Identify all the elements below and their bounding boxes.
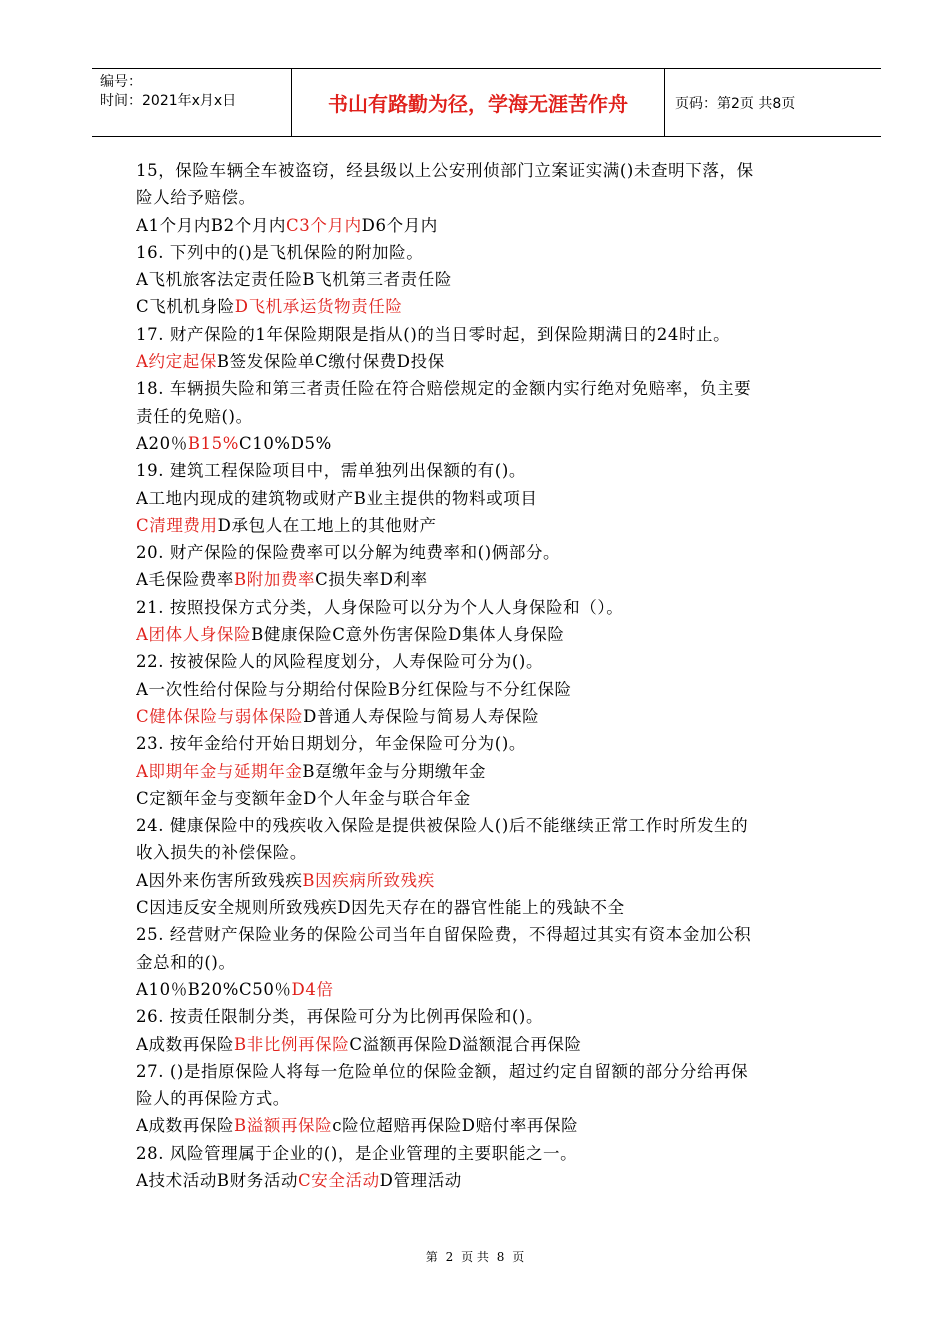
question-text: 25. 经营财产保险业务的保险公司当年自留保险费，不得超过其实有资本金加公积	[136, 925, 752, 945]
answer-text: C3个月内	[286, 215, 362, 235]
question-text: 19. 建筑工程保险项目中，需单独列出保额的有()。	[136, 461, 526, 481]
question-text: A飞机旅客法定责任险B飞机第三者责任险	[136, 270, 452, 290]
question-text: C定额年金与变额年金D个人年金与联合年金	[136, 788, 471, 808]
text-line	[136, 1167, 842, 1194]
footer-page: 2	[445, 1250, 454, 1264]
question-text: D管理活动	[379, 1170, 462, 1190]
question-text: A1个月内B2个月内	[136, 215, 287, 235]
question-text: 27. ()是指原保险人将每一危险单位的保险金额，超过约定自留额的部分分给再保	[136, 1061, 749, 1081]
text-line	[136, 648, 842, 675]
question-text: B健康保险C意外伤害保险D集体人身保险	[251, 625, 565, 645]
answer-text: C健体保险与弱体保险	[136, 706, 304, 726]
text-line	[136, 949, 842, 976]
question-text: c险位超赔再保险D赔付率再保险	[332, 1116, 579, 1136]
question-text: A一次性给付保险与分期给付保险B分红保险与不分红保险	[136, 679, 572, 699]
text-line	[136, 758, 842, 785]
question-text: 责任的免赔()。	[136, 406, 253, 426]
text-line	[136, 293, 842, 320]
question-text: A毛保险费率	[136, 570, 235, 590]
text-line	[136, 457, 842, 484]
text-line	[136, 785, 842, 812]
text-line	[136, 1112, 842, 1139]
question-text: A10％B20%C50％	[136, 979, 292, 999]
question-text: A20％	[136, 433, 188, 453]
question-text: A因外来伤害所致残疾	[136, 870, 303, 890]
text-line	[136, 676, 842, 703]
header-meta	[92, 69, 292, 136]
question-text: 18. 车辆损失险和第三者责任险在符合赔偿规定的金额内实行绝对免赔率，负主要	[136, 379, 752, 399]
answer-text: B15%	[187, 433, 240, 453]
footer-total: 8	[496, 1250, 505, 1264]
question-text: D普通人寿保险与简易人寿保险	[303, 706, 540, 726]
question-text: B趸缴年金与分期缴年金	[302, 761, 487, 781]
question-text: 16. 下列中的()是飞机保险的附加险。	[136, 242, 424, 262]
question-text: 险人给予赔偿。	[136, 188, 256, 208]
question-text: C溢额再保险D溢额混合再保险	[349, 1034, 582, 1054]
number-label: 编号：	[100, 74, 142, 90]
question-text: B签发保险单C缴付保费D投保	[216, 352, 445, 372]
page-header	[92, 68, 881, 137]
footer-suffix: 页	[512, 1250, 525, 1264]
answer-text: B因疾病所致残疾	[302, 870, 435, 890]
answer-text: A约定起保	[136, 352, 217, 372]
text-line	[136, 266, 842, 293]
question-text: D6个月内	[361, 215, 438, 235]
text-line	[136, 1085, 842, 1112]
answer-text: C安全活动	[298, 1170, 380, 1190]
question-text: 17. 财产保险的1年保险期限是指从()的当日零时起，到保险期满日的24时止。	[136, 324, 731, 344]
answer-text: B附加费率	[234, 570, 316, 590]
text-line	[136, 1003, 842, 1030]
text-line	[136, 1140, 842, 1167]
text-line	[136, 212, 842, 239]
question-text: C10%D5%	[239, 433, 332, 453]
text-line	[136, 485, 842, 512]
question-text: 21. 按照投保方式分类，人身保险可以分为个人人身保险和（）。	[136, 597, 624, 617]
header-motto: 书山有路勤为径，学海无涯苦作舟	[292, 69, 665, 136]
question-text: 收入损失的补偿保险。	[136, 843, 307, 863]
text-line	[136, 976, 842, 1003]
text-line	[136, 1031, 842, 1058]
question-text: A技术活动B财务活动	[136, 1170, 299, 1190]
text-line	[136, 839, 842, 866]
question-text: C飞机机身险	[136, 297, 235, 317]
question-list	[136, 157, 842, 1194]
text-line	[136, 621, 842, 648]
question-text: 26. 按责任限制分类，再保险可分为比例再保险和()。	[136, 1007, 544, 1027]
text-line	[136, 921, 842, 948]
question-text: 金总和的()。	[136, 952, 236, 972]
answer-text: B溢额再保险	[234, 1116, 333, 1136]
question-text: 22. 按被保险人的风险程度划分，人寿保险可分为()。	[136, 652, 544, 672]
answer-text: D飞机承运货物责任险	[234, 297, 403, 317]
question-text: D承包人在工地上的其他财产	[217, 515, 437, 535]
text-line	[136, 184, 842, 211]
question-text: 24. 健康保险中的残疾收入保险是提供被保险人()后不能继续正常工作时所发生的	[136, 816, 749, 836]
text-line	[136, 239, 842, 266]
header-page-label: 页码：第2页 共8页	[675, 95, 796, 112]
text-line	[136, 566, 842, 593]
answer-text: A团体人身保险	[136, 625, 252, 645]
time-label: 时间：2021年x月x日	[100, 93, 237, 109]
question-text: A成数再保险	[136, 1034, 235, 1054]
answer-text: B非比例再保险	[234, 1034, 350, 1054]
question-text: C因违反安全规则所致残疾D因先天存在的器官性能上的残缺不全	[136, 898, 625, 918]
text-line	[136, 375, 842, 402]
text-line	[136, 594, 842, 621]
text-line	[136, 348, 842, 375]
text-line	[136, 812, 842, 839]
text-line	[136, 157, 842, 184]
text-line	[136, 730, 842, 757]
question-text: C损失率D利率	[315, 570, 428, 590]
text-line	[136, 403, 842, 430]
answer-text: D4倍	[291, 979, 334, 999]
footer-mid: 页 共	[461, 1250, 489, 1264]
text-line	[136, 894, 842, 921]
footer-prefix: 第	[425, 1250, 438, 1264]
text-line	[136, 1058, 842, 1085]
text-line	[136, 703, 842, 730]
question-text: 28. 风险管理属于企业的()，是企业管理的主要职能之一。	[136, 1143, 578, 1163]
question-text: 险人的再保险方式。	[136, 1089, 290, 1109]
question-text: 20. 财产保险的保险费率可以分解为纯费率和()俩部分。	[136, 543, 561, 563]
text-line	[136, 867, 842, 894]
page-footer	[0, 1248, 950, 1265]
answer-text: C清理费用	[136, 515, 218, 535]
question-text: 15，保险车辆全车被盗窃，经县级以上公安刑侦部门立案证实满()未查明下落，保	[136, 161, 754, 180]
text-line	[136, 512, 842, 539]
text-line	[136, 430, 842, 457]
question-text: A成数再保险	[136, 1116, 235, 1136]
question-text: 23. 按年金给付开始日期划分，年金保险可分为()。	[136, 734, 526, 754]
answer-text: A即期年金与延期年金	[136, 761, 303, 781]
text-line	[136, 539, 842, 566]
question-text: A工地内现成的建筑物或财产B业主提供的物料或项目	[136, 488, 538, 508]
text-line	[136, 321, 842, 348]
